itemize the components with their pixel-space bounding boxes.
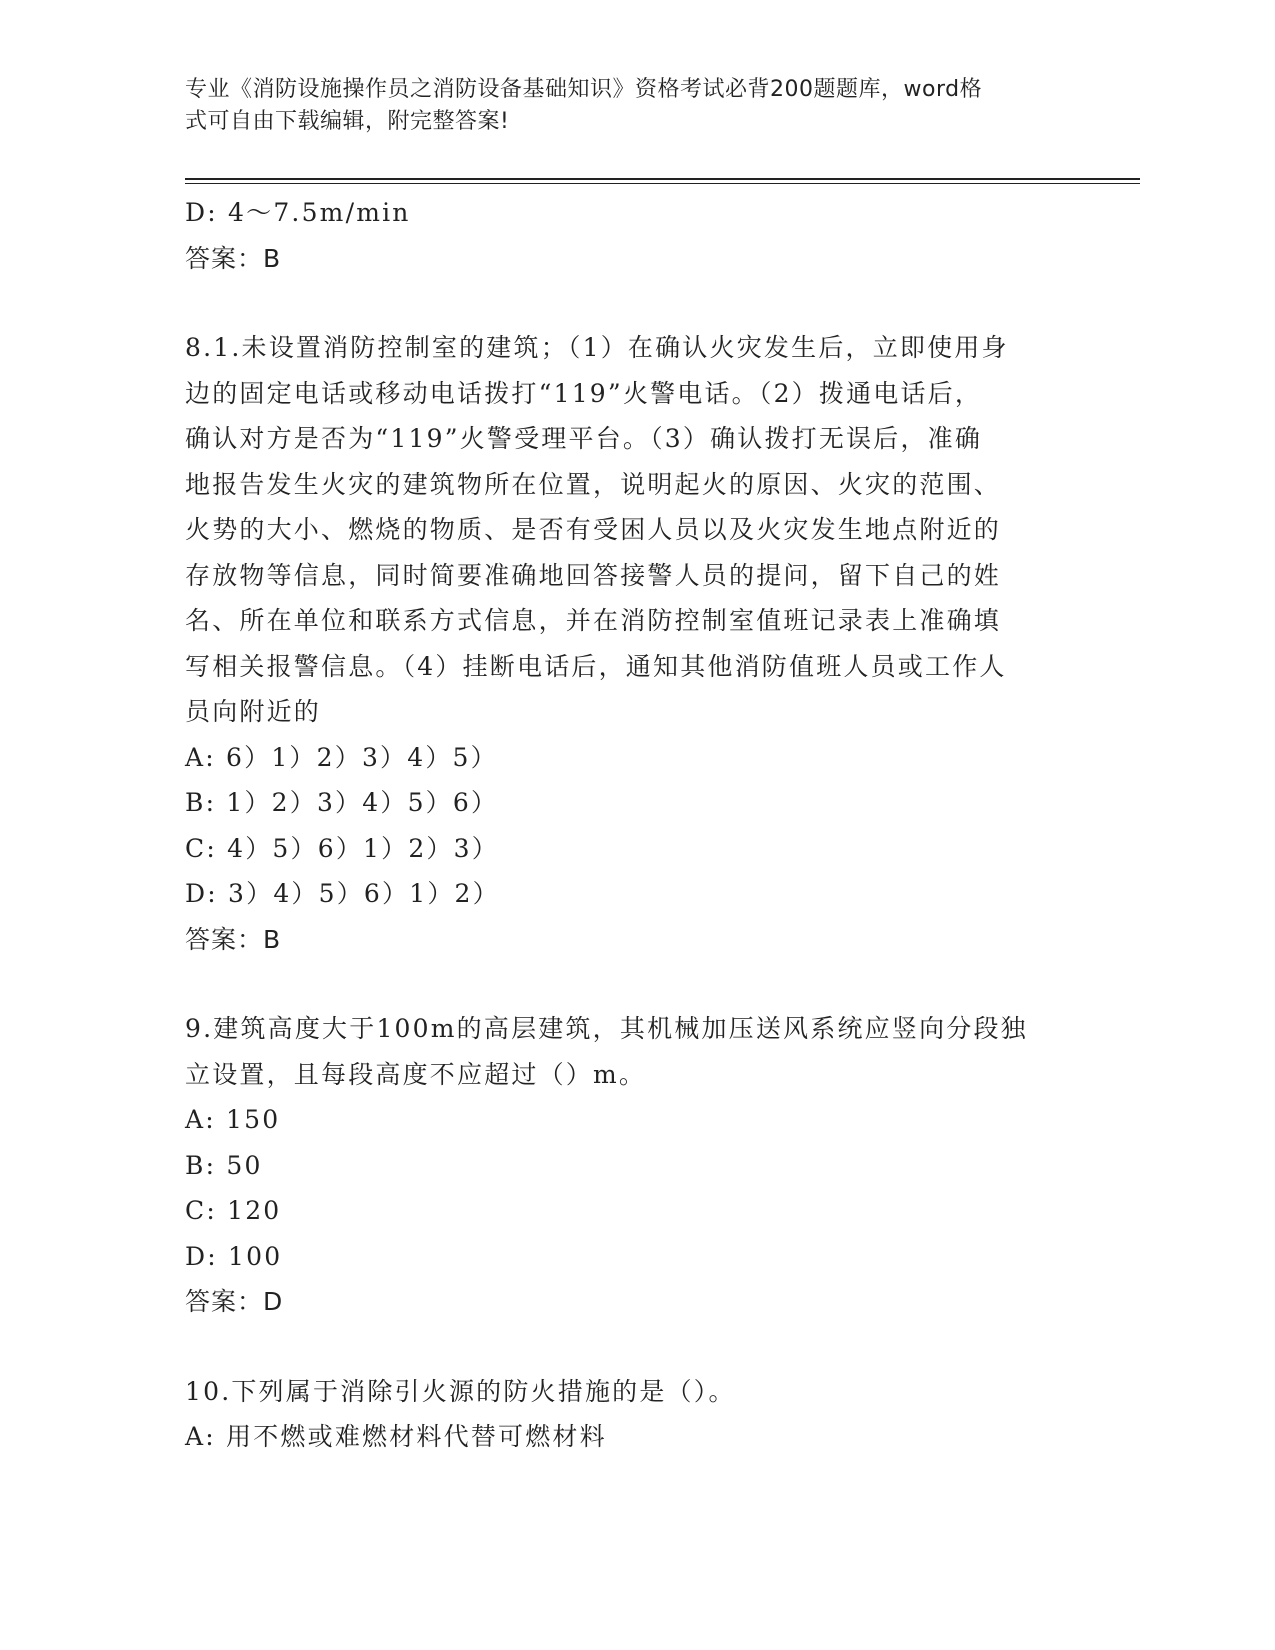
question-content <box>185 190 1065 1460</box>
header-divider-thick <box>185 178 1140 180</box>
q8-stem-line: 名、所在单位和联系方式信息，并在消防控制室值班记录表上准确填 <box>185 606 1002 635</box>
q8-stem <box>185 325 1065 735</box>
q9-option-a: A: 150 <box>185 1105 281 1134</box>
q8-stem-line: 火势的大小、燃烧的物质、是否有受困人员以及火灾发生地点附近的 <box>185 515 1002 544</box>
q8-stem-line: 写相关报警信息。（4）挂断电话后，通知其他消防值班人员或工作人 <box>185 651 1007 681</box>
q9-stem <box>185 1006 1065 1097</box>
q8-option-b: B: 1）2）3）4）5）6） <box>185 788 499 817</box>
header-title-line-2: 式可自由下载编辑，附完整答案! <box>185 109 510 134</box>
q8-stem-line: 边的固定电话或移动电话拨打“119”火警电话。（2）拨通电话后， <box>185 378 983 408</box>
q8-option-a: A: 6）1）2）3）4）5） <box>185 742 498 772</box>
q8-answer: 答案：B <box>185 924 282 954</box>
question-8 <box>185 325 1065 962</box>
q8-option-d: D: 3）4）5）6）1）2） <box>185 879 500 908</box>
q9-stem-line: 立设置，且每段高度不应超过（）m。 <box>185 1059 647 1089</box>
q10-stem-line: 10.下列属于消除引火源的防火措施的是（）。 <box>185 1376 736 1406</box>
q8-stem-line: 确认对方是否为“119”火警受理平台。（3）确认拨打无误后，准确 <box>185 424 983 453</box>
q10-stem <box>185 1369 1065 1415</box>
q9-option-c: C: 120 <box>185 1196 282 1225</box>
header-divider-thin <box>185 183 1140 184</box>
q9-answer: 答案：D <box>185 1287 284 1316</box>
question-10 <box>185 1369 1065 1460</box>
q10-option-a: A: 用不燃或难燃材料代替可燃材料 <box>185 1422 607 1451</box>
q8-stem-line: 存放物等信息，同时简要准确地回答接警人员的提问，留下自己的姓 <box>185 560 1002 590</box>
question-spacer <box>185 1325 1065 1369</box>
q7-answer: 答案：B <box>185 243 282 273</box>
question-spacer <box>185 281 1065 325</box>
q9-stem-line: 9.建筑高度大于100m的高层建筑，其机械加压送风系统应竖向分段独 <box>185 1014 1028 1043</box>
q7-option-d: D: 4～7.5m/min <box>185 198 411 227</box>
q8-stem-line: 员向附近的 <box>185 697 322 726</box>
question-spacer <box>185 962 1065 1006</box>
question-7-tail <box>185 190 1065 281</box>
q9-option-b: B: 50 <box>185 1150 263 1180</box>
q9-option-d: D: 100 <box>185 1241 283 1271</box>
header-title-line-1: 专业《消防设施操作员之消防设备基础知识》资格考试必背200题题库，word格 <box>185 77 983 102</box>
q8-stem-line: 地报告发生火灾的建筑物所在位置，说明起火的原因、火灾的范围、 <box>185 469 1002 499</box>
q8-option-c: C: 4）5）6）1）2）3） <box>185 833 499 863</box>
question-9 <box>185 1006 1065 1325</box>
document-header <box>185 74 1065 138</box>
q8-stem-line: 8.1.未设置消防控制室的建筑；（1）在确认火灾发生后，立即使用身 <box>185 333 1009 362</box>
